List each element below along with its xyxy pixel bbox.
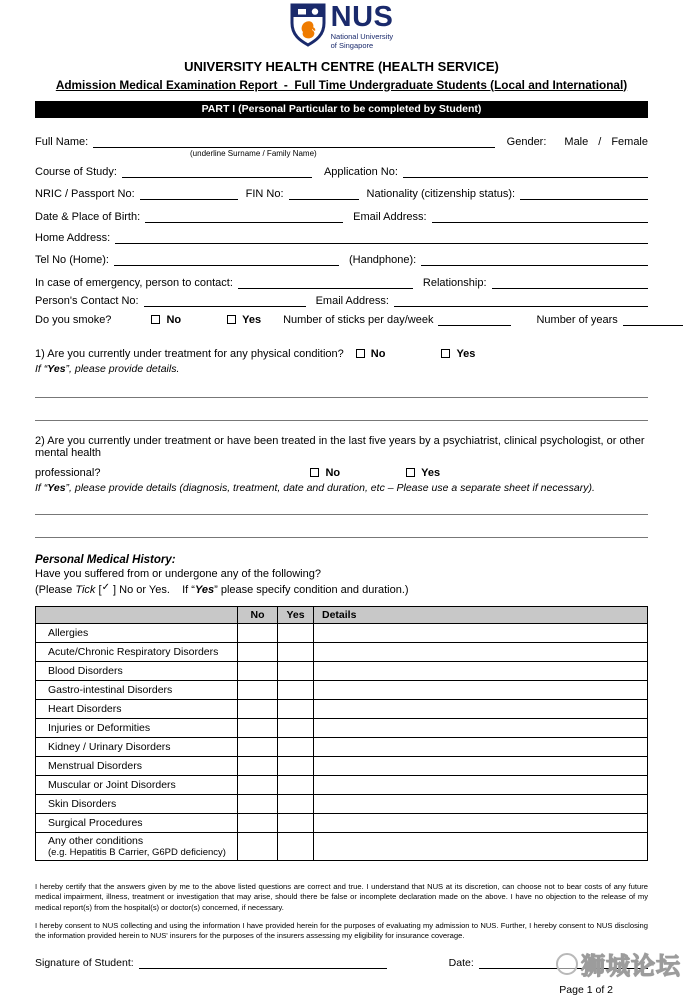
gender-label: Gender: — [506, 135, 547, 148]
q1-yes-label: Yes — [456, 347, 476, 360]
yes-cell[interactable] — [278, 813, 314, 832]
condition-cell: Heart Disorders — [36, 699, 238, 718]
question1-text: 1) Are you currently under treatment for any physical condition? — [35, 347, 344, 360]
date-label: Date: — [448, 957, 474, 969]
nationality-label: Nationality (citizenship status): — [366, 187, 516, 200]
table-row — [36, 661, 648, 680]
question2-text-line1: 2) Are you currently under treatment or have been treated in the last five years by a psychiatrist, clinical psychologist, or other mental health — [35, 434, 645, 459]
table-row — [36, 718, 648, 737]
q2-no-label: No — [325, 466, 341, 479]
question2-row-line2 — [35, 467, 648, 479]
yes-cell[interactable] — [278, 775, 314, 794]
q1-no-checkbox[interactable] — [356, 349, 365, 358]
no-cell[interactable] — [238, 680, 278, 699]
condition-note: (e.g. Hepatitis B Carrier, G6PD deficiency) — [48, 846, 226, 858]
home-address-label: Home Address: — [35, 231, 111, 244]
watermark-logo-icon — [556, 953, 578, 975]
details-cell[interactable] — [314, 832, 648, 860]
course-label: Course of Study: — [35, 165, 117, 178]
yes-cell[interactable] — [278, 737, 314, 756]
email2-input[interactable] — [394, 295, 648, 307]
declaration-paragraph-1: I hereby certify that the answers given by me to the above listed questions are correct and true. I understand that NUS at its discretion, can choose not to bear costs of any future medical impairment, illness, treatment or investigation that may arise, should there be false or incomplete declaration made on the above. I have no objection to the release of my medical report(s) from the hospital(s) or doctor(s) concerned, if necessary. — [35, 882, 648, 912]
forum-watermark — [556, 946, 681, 981]
nationality-input[interactable] — [520, 188, 648, 200]
gender-slash: / — [598, 135, 602, 148]
details-header: Details — [314, 606, 648, 623]
full-name-label: Full Name: — [35, 135, 89, 148]
no-cell[interactable] — [238, 737, 278, 756]
nus-logo-subline1: National University — [330, 31, 394, 41]
telephone-row — [35, 254, 648, 266]
table-row — [36, 623, 648, 642]
smoke-row — [35, 314, 648, 326]
yes-cell[interactable] — [278, 623, 314, 642]
course-input[interactable] — [122, 166, 312, 178]
condition-cell: Surgical Procedures — [36, 813, 238, 832]
page-title: UNIVERSITY HEALTH CENTRE (HEALTH SERVICE) — [184, 58, 499, 74]
question1-hint: If “Yes”, please provide details. — [35, 362, 180, 375]
person-contact-input[interactable] — [144, 295, 306, 307]
nric-input[interactable] — [140, 188, 238, 200]
birth-row — [35, 211, 648, 223]
details-cell[interactable] — [314, 794, 648, 813]
yes-cell[interactable] — [278, 661, 314, 680]
condition-cell: Acute/Chronic Respiratory Disorders — [36, 642, 238, 661]
condition-cell: Kidney / Urinary Disorders — [36, 737, 238, 756]
email-input[interactable] — [432, 211, 648, 223]
smoke-no-label: No — [166, 313, 182, 326]
smoke-yes-label: Yes — [242, 313, 262, 326]
no-header: No — [238, 606, 278, 623]
watermark-text: 狮城论坛 — [581, 953, 681, 980]
no-cell[interactable] — [238, 813, 278, 832]
smoke-sticks-input[interactable] — [438, 314, 511, 326]
smoke-years-label: Number of years — [536, 313, 618, 326]
yes-cell[interactable] — [278, 699, 314, 718]
full-name-row — [35, 136, 648, 148]
details-cell[interactable] — [314, 718, 648, 737]
table-row — [36, 794, 648, 813]
home-address-row — [35, 232, 648, 244]
no-cell[interactable] — [238, 718, 278, 737]
table-row — [36, 680, 648, 699]
smoke-sticks-label: Number of sticks per day/week — [283, 313, 434, 326]
medical-history-table — [35, 606, 648, 861]
person-contact-label: Person's Contact No: — [35, 294, 139, 307]
condition-cell: Muscular or Joint Disorders — [36, 775, 238, 794]
condition-cell: Skin Disorders — [36, 794, 238, 813]
smoke-no-checkbox[interactable] — [151, 315, 160, 324]
table-row — [36, 642, 648, 661]
yes-cell[interactable] — [278, 718, 314, 737]
nus-logo-subline2: of Singapore — [330, 40, 374, 50]
condition-cell: Allergies — [36, 623, 238, 642]
nric-row — [35, 188, 648, 200]
tick-icon: ✓ — [101, 581, 110, 593]
email2-label: Email Address: — [315, 294, 389, 307]
nus-crest-icon — [290, 3, 326, 47]
yes-cell[interactable] — [278, 794, 314, 813]
signature-label: Signature of Student: — [35, 957, 134, 969]
no-cell[interactable] — [238, 623, 278, 642]
details-cell[interactable] — [314, 661, 648, 680]
yes-cell[interactable] — [278, 832, 314, 860]
question2-hint: If “Yes”, please provide details (diagnosis, treatment, date and duration, etc – Please use a separate sheet if necessary). — [35, 481, 595, 494]
medical-history-subtitle: Have you suffered from or undergone any of the following? — [35, 567, 321, 580]
table-row — [36, 699, 648, 718]
signature-input[interactable] — [139, 957, 387, 969]
q2-yes-label: Yes — [421, 466, 441, 479]
table-row — [36, 832, 648, 860]
details-cell[interactable] — [314, 775, 648, 794]
gender-male-option[interactable]: Male — [564, 135, 589, 148]
emergency-contact-input[interactable] — [238, 277, 413, 289]
details-cell[interactable] — [314, 642, 648, 661]
nus-logo-acronym: NUS — [330, 1, 394, 33]
birth-input[interactable] — [145, 211, 343, 223]
handphone-input[interactable] — [421, 254, 648, 266]
question1-row — [35, 348, 648, 360]
table-row — [36, 756, 648, 775]
fin-input[interactable] — [289, 188, 359, 200]
email-label: Email Address: — [353, 210, 427, 223]
smoke-question: Do you smoke? — [35, 313, 112, 326]
application-no-input[interactable] — [403, 166, 648, 178]
no-cell[interactable] — [238, 832, 278, 860]
q1-details-line1[interactable] — [35, 397, 648, 398]
no-cell[interactable] — [238, 775, 278, 794]
no-cell[interactable] — [238, 756, 278, 775]
question2-row-line1 — [35, 435, 648, 459]
no-cell[interactable] — [238, 661, 278, 680]
condition-cell: Gastro-intestinal Disorders — [36, 680, 238, 699]
medical-history-title: Personal Medical History: — [35, 553, 176, 566]
table-header-row — [36, 606, 648, 623]
yes-cell[interactable] — [278, 642, 314, 661]
condition-header — [36, 606, 238, 623]
yes-header: Yes — [278, 606, 314, 623]
details-cell[interactable] — [314, 680, 648, 699]
page-number: Page 1 of 2 — [559, 984, 613, 996]
yes-cell[interactable] — [278, 680, 314, 699]
full-name-input[interactable] — [93, 136, 494, 148]
fin-label: FIN No: — [245, 187, 284, 200]
emergency-contact-label: In case of emergency, person to contact: — [35, 276, 233, 289]
no-cell[interactable] — [238, 794, 278, 813]
declaration-section — [35, 882, 648, 941]
nus-logo — [0, 0, 683, 50]
condition-cell: Injuries or Deformities — [36, 718, 238, 737]
condition-cell: Blood Disorders — [36, 661, 238, 680]
table-row — [36, 813, 648, 832]
smoke-years-input[interactable] — [623, 314, 683, 326]
q1-no-label: No — [370, 347, 386, 360]
handphone-label: (Handphone): — [348, 253, 417, 266]
details-cell[interactable] — [314, 699, 648, 718]
details-cell[interactable] — [314, 756, 648, 775]
question2-text-line2: professional? — [35, 466, 101, 479]
q2-details-line1[interactable] — [35, 514, 648, 515]
q2-no-checkbox[interactable] — [310, 468, 319, 477]
q1-details-line2[interactable] — [35, 420, 648, 421]
tel-home-input[interactable] — [114, 254, 339, 266]
condition-cell: Menstrual Disorders — [36, 756, 238, 775]
home-address-input[interactable] — [115, 232, 648, 244]
q2-yes-checkbox[interactable] — [406, 468, 415, 477]
birth-label: Date & Place of Birth: — [35, 210, 141, 223]
table-row — [36, 775, 648, 794]
smoke-yes-checkbox[interactable] — [227, 315, 236, 324]
details-cell[interactable] — [314, 623, 648, 642]
tel-home-label: Tel No (Home): — [35, 253, 109, 266]
declaration-paragraph-2: I hereby consent to NUS collecting and using the information I have provided herein for the purposes of evaluating my admission to NUS. Further, I hereby consent to NUS disclosing the information provided herein to NUS' insurers for the purposes of the insurers assessing my eligibility for insurance coverage. — [35, 920, 648, 940]
page-subtitle: Admission Medical Examination Report - Full Time Undergraduate Students (Local and International) — [55, 77, 628, 92]
q1-yes-checkbox[interactable] — [441, 349, 450, 358]
yes-cell[interactable] — [278, 756, 314, 775]
nric-label: NRIC / Passport No: — [35, 187, 135, 200]
full-name-hint: (underline Surname / Family Name) — [190, 148, 317, 158]
relationship-label: Relationship: — [422, 276, 487, 289]
details-cell[interactable] — [314, 737, 648, 756]
relationship-input[interactable] — [492, 277, 649, 289]
person-contact-row — [35, 295, 648, 307]
emergency-row — [35, 277, 648, 289]
medical-history-instruction: (Please Tick [✓ ] No or Yes. If “Yes” please specify condition and duration.) — [35, 581, 409, 596]
application-no-label: Application No: — [323, 165, 398, 178]
details-cell[interactable] — [314, 813, 648, 832]
gender-female-option[interactable]: Female — [611, 135, 648, 148]
condition-cell: Any other conditions (e.g. Hepatitis B Carrier, G6PD deficiency) — [36, 832, 238, 860]
table-row — [36, 737, 648, 756]
q2-details-line2[interactable] — [35, 537, 648, 538]
no-cell[interactable] — [238, 642, 278, 661]
course-row — [35, 166, 648, 178]
no-cell[interactable] — [238, 699, 278, 718]
part1-header-bar: PART I (Personal Particular to be completed by Student) — [35, 101, 648, 118]
